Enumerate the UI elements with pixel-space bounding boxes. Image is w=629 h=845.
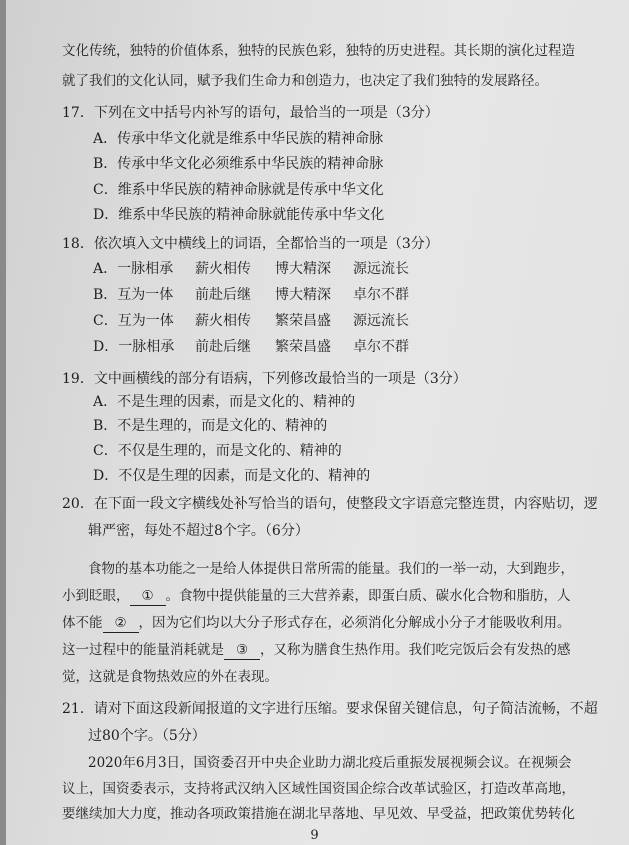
q21-para-line: 议上，国资委表示，支持将武汉纳入区域性国资国企综合改革试验区，打造改革高地， xyxy=(62,781,575,797)
page-edge xyxy=(0,0,6,845)
q20-para-line: 觉，这就是食物热效应的外在表现。 xyxy=(62,669,278,685)
page-number: 9 xyxy=(310,828,319,843)
q18-c-2: 薪火相传 xyxy=(195,313,251,329)
text: ，又称为膳食生热作用。我们吃完饭后会有发热的感 xyxy=(260,642,571,658)
question-17-stem: 17．下列在文中括号内补写的语句，最恰当的一项是（3分） xyxy=(62,105,439,121)
q17-option-d: D．维系中华民族的精神命脉就能传承中华文化 xyxy=(93,207,385,223)
text: 这一过程中的能量消耗就是 xyxy=(62,642,224,658)
question-18-stem: 18．依次填入文中横线上的词语，全都恰当的一项是（3分） xyxy=(62,236,439,252)
q18-a-3: 博大精深 xyxy=(275,261,331,277)
q19-option-a: A．不是生理的因素，而是文化的、精神的 xyxy=(93,394,356,410)
question-20-stem: 20．在下面一段文字横线处补写恰当的语句，使整段文字语意完整连贯，内容贴切，逻 xyxy=(62,496,598,512)
q18-d-2: 前赴后继 xyxy=(195,339,251,355)
blank-1: ① xyxy=(130,587,166,606)
q17-option-b: B．传承中华文化必须维系中华民族的精神命脉 xyxy=(93,156,384,172)
question-20-stem-cont: 辑严密，每处不超过8个字。（6分） xyxy=(88,523,309,539)
q21-para-line: 2020年6月3日，国资委召开中央企业助力湖北疫后重振发展视频会议。在视频会 xyxy=(88,755,572,771)
q18-c-3: 繁荣昌盛 xyxy=(275,313,331,329)
q20-para-line xyxy=(62,614,571,633)
q18-c-1: C．互为一体 xyxy=(93,313,174,329)
q19-option-d: D．不仅是生理的因素，而是文化的、精神的 xyxy=(93,468,371,484)
q21-para-line: 要继续加大力度，推动各项政策措施在湖北早落地、早见效、早受益，把政策优势转化 xyxy=(62,806,575,822)
q18-d-1: D．一脉相承 xyxy=(93,339,175,355)
question-21-stem-cont: 过80个字。（5分） xyxy=(88,728,206,744)
q20-para-line xyxy=(62,587,571,606)
q18-a-2: 薪火相传 xyxy=(195,261,251,277)
q17-option-c: C．维系中华民族的精神命脉就是传承中华文化 xyxy=(93,182,384,198)
q18-d-3: 繁荣昌盛 xyxy=(275,339,331,355)
q18-d-4: 卓尔不群 xyxy=(353,339,409,355)
blank-3: ③ xyxy=(224,641,260,660)
question-21-stem: 21．请对下面这段新闻报道的文字进行压缩。要求保留关键信息，句子简洁流畅，不超 xyxy=(62,701,598,717)
q20-para-line xyxy=(62,641,571,660)
passage-line: 就了我们的文化认同，赋予我们生命力和创造力，也决定了我们独特的发展路径。 xyxy=(62,73,548,89)
q20-para-line: 食物的基本功能之一是给人体提供日常所需的能量。我们的一举一动，大到跑步， xyxy=(88,561,574,577)
text: 。食物中提供能量的三大营养素，即蛋白质、碳水化合物和脂肪，人 xyxy=(165,588,571,604)
q18-b-4: 卓尔不群 xyxy=(353,287,409,303)
q19-option-c: C．不仅是生理的，而是文化的、精神的 xyxy=(93,443,342,459)
text: ，因为它们均以大分子形式存在，必须消化分解成小分子才能吸收利用。 xyxy=(138,615,571,631)
q18-a-1: A．一脉相承 xyxy=(93,261,174,277)
passage-line: 文化传统，独特的价值体系，独特的民族色彩，独特的历史进程。其长期的演化过程造 xyxy=(62,43,575,59)
q18-c-4: 源远流长 xyxy=(353,313,409,329)
q19-option-b: B．不是生理的，而是文化的、精神的 xyxy=(93,418,328,434)
question-19-stem: 19．文中画横线的部分有语病，下列修改最恰当的一项是（3分） xyxy=(62,371,467,387)
text: 小到眨眼， xyxy=(62,588,130,604)
text: 体不能 xyxy=(62,615,103,631)
q18-b-1: B．互为一体 xyxy=(93,287,174,303)
q18-a-4: 源远流长 xyxy=(353,261,409,277)
q17-option-a: A．传承中华文化就是维系中华民族的精神命脉 xyxy=(93,131,384,147)
blank-2: ② xyxy=(103,614,139,633)
q18-b-3: 博大精深 xyxy=(275,287,331,303)
q18-b-2: 前赴后继 xyxy=(195,287,251,303)
